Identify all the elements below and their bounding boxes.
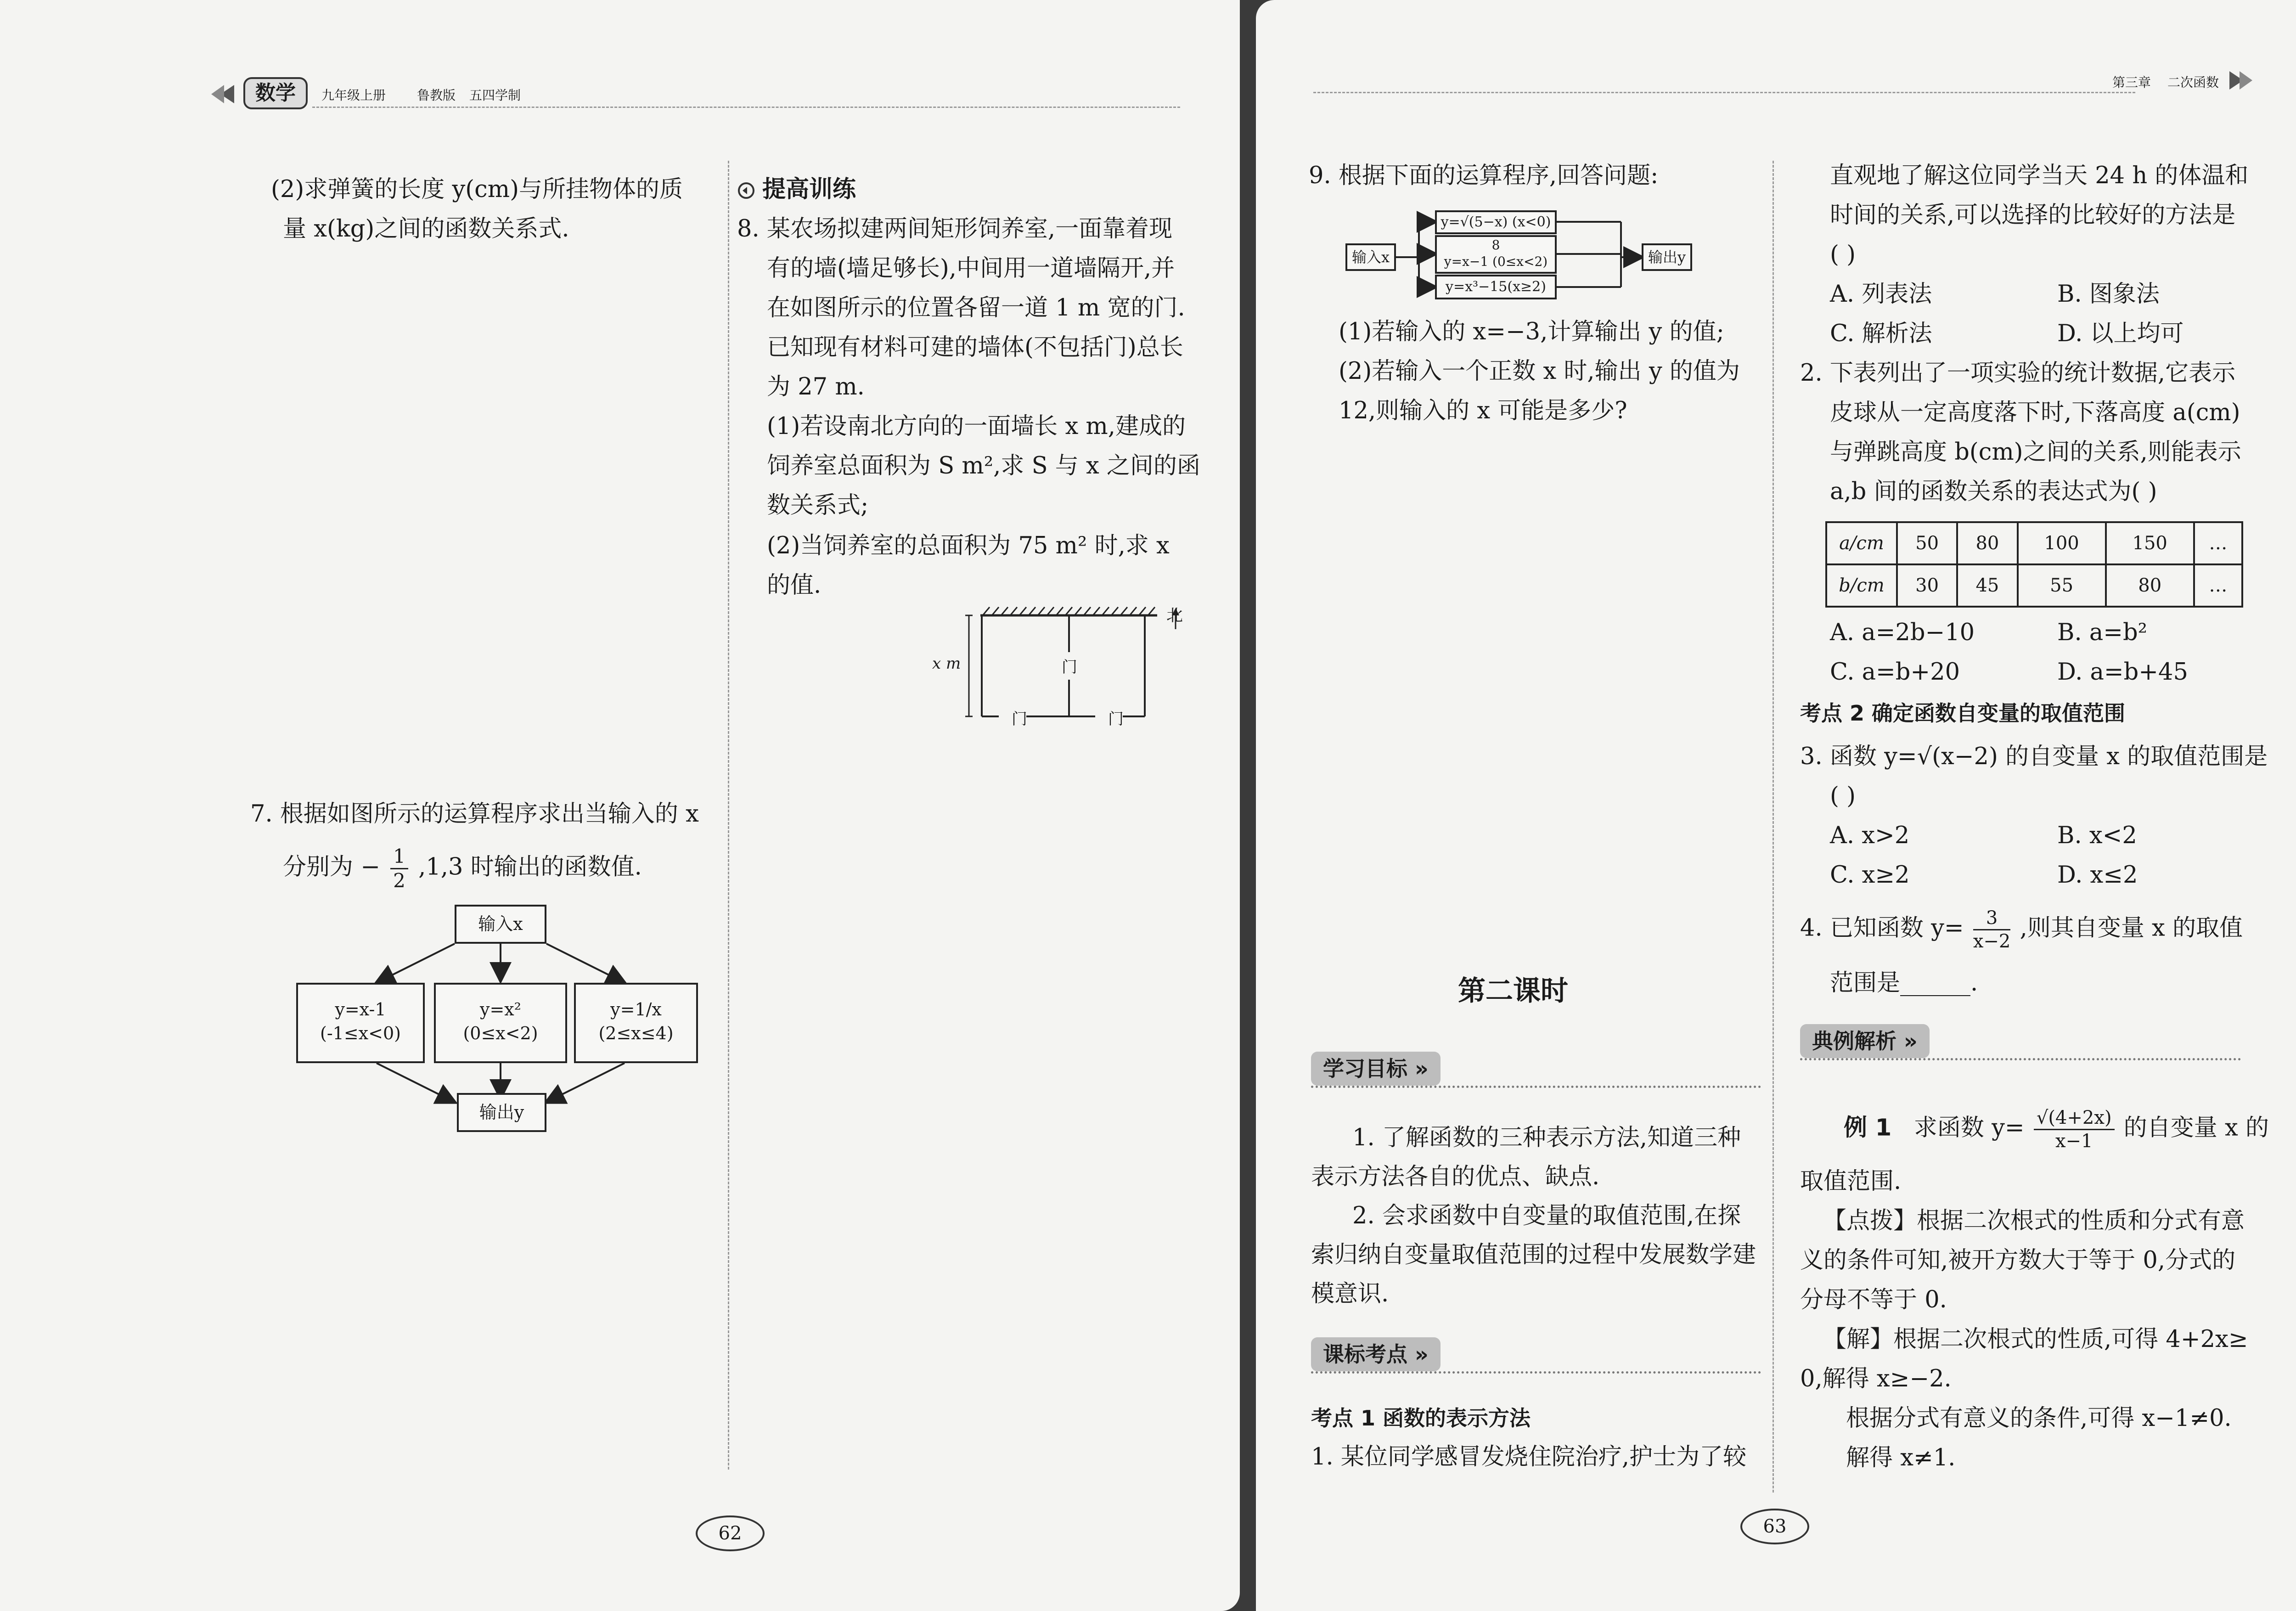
q7-output-label: 输出y	[479, 1102, 524, 1122]
system-text: 五四学制	[469, 88, 521, 103]
q9-part2-line1: (2)若输入一个正数 x 时,输出 y 的值为	[1339, 358, 1740, 385]
table-cell: 150	[2106, 522, 2194, 564]
subject-label: 数学	[255, 81, 296, 105]
goal-2-line2: 索归纳自变量取值范围的过程中发展数学建	[1311, 1241, 1756, 1268]
example1-frac-num: √(4+2x)	[2034, 1107, 2115, 1130]
goals-banner-label: 学习目标	[1323, 1056, 1407, 1081]
q3-option-a: A. x>2	[1830, 822, 1910, 849]
q9-output-box	[1642, 243, 1692, 271]
goals-banner	[1311, 1052, 1761, 1088]
lesson-title: 第二课时	[1458, 975, 1568, 1007]
table-cell: 45	[1957, 564, 2017, 607]
points-banner-label: 课标考点	[1323, 1342, 1407, 1367]
q4-pre: 4. 已知函数 y=	[1800, 914, 1964, 942]
goal-1-line1: 1. 了解函数的三种表示方法,知道三种	[1352, 1124, 1741, 1151]
example1-hint-line2: 义的条件可知,被开方数大于等于 0,分式的	[1800, 1247, 2236, 1274]
q9-part2-line2: 12,则输入的 x 可能是多少?	[1339, 397, 1627, 424]
example1-solution-line2: 0,解得 x≥−2.	[1800, 1365, 1952, 1392]
q7-input-label: 输入x	[478, 914, 523, 934]
right-page	[1256, 0, 2296, 1611]
example1-line2: 取值范围.	[1800, 1168, 1902, 1195]
q4-line1	[1800, 907, 2243, 952]
q7-branch2-range: (0≤x<2)	[463, 1023, 538, 1043]
table-cell: …	[2194, 564, 2242, 607]
q2-line2: 皮球从一定高度落下时,下落高度 a(cm)	[1830, 399, 2240, 426]
q3-line1: 3. 函数 y=√(x−2) 的自变量 x 的取值范围是	[1800, 743, 2268, 770]
q6-part2-line1: (2)求弹簧的长度 y(cm)与所挂物体的质	[271, 176, 683, 203]
q2-line1: 2. 下表列出了一项实验的统计数据,它表示	[1800, 360, 2236, 387]
q2-data-table	[1825, 521, 2243, 608]
q2-option-c: C. a=b+20	[1830, 659, 1960, 686]
example1-hint-line1: 【点拨】根据二次根式的性质和分式有意	[1823, 1207, 2245, 1234]
example1-post: 的自变量 x 的	[2123, 1114, 2269, 1142]
q8-line-1: 8. 某农场拟建两间矩形饲养室,一面靠着现	[737, 215, 1173, 242]
q3-option-b: B. x<2	[2057, 822, 2137, 849]
goal-2-line3: 模意识.	[1311, 1280, 1389, 1307]
q8-north-label: 北	[1166, 606, 1183, 625]
table-cell: 100	[2018, 522, 2106, 564]
q9-output-label: 输出y	[1648, 248, 1686, 266]
q8-line-4: 已知现有材料可建的墙体(不包括门)总长	[767, 334, 1183, 361]
q6-part2-line2: 量 x(kg)之间的函数关系式.	[283, 215, 569, 242]
q4-fraction	[1973, 907, 2011, 952]
q2-option-d: D. a=b+45	[2057, 659, 2188, 686]
q4-frac-den: x−2	[1973, 931, 2011, 952]
example1-solution-line1: 【解】根据二次根式的性质,可得 4+2x≥	[1823, 1326, 2248, 1353]
table-cell: 80	[1957, 522, 2017, 564]
table-cell: b/cm	[1826, 564, 1897, 607]
q7-branch3-range: (2≤x≤4)	[598, 1023, 674, 1043]
q8-line-3: 在如图所示的位置各留一道 1 m 宽的门.	[767, 294, 1185, 321]
q7-input-box	[455, 905, 546, 944]
q3-option-c: C. x≥2	[1830, 862, 1910, 889]
left-page-number-text: 62	[718, 1523, 742, 1544]
example1-hint-line3: 分母不等于 0.	[1800, 1286, 1947, 1313]
example1-label: 例 1	[1844, 1114, 1892, 1142]
q4-frac-num: 3	[1973, 907, 2011, 930]
q9-branch3-formula: y=x³−15(x≥2)	[1446, 279, 1546, 295]
q7-branch-box-1	[296, 983, 425, 1063]
q7-output-box	[457, 1093, 546, 1132]
q1-option-a: A. 列表法	[1830, 281, 1932, 308]
q1-option-b: B. 图象法	[2057, 281, 2160, 308]
q9-branch2-rest: y=x−1 (0≤x<2)	[1444, 254, 1548, 269]
q1-line3: 时间的关系,可以选择的比较好的方法是	[1830, 202, 2236, 229]
example1-solution-line3: 根据分式有意义的条件,可得 x−1≠0.	[1846, 1405, 2232, 1432]
q9-line1: 9. 根据下面的运算程序,回答问题:	[1309, 162, 1659, 189]
table-row	[1826, 564, 2242, 607]
goal-1-line2: 表示方法各自的优点、缺点.	[1311, 1163, 1600, 1190]
kaodian-2-heading: 考点 2 确定函数自变量的取值范围	[1800, 701, 2126, 726]
q1-option-c: C. 解析法	[1830, 320, 1932, 347]
q7-frac-num: 1	[390, 845, 408, 869]
q8-line-7: 饲养室总面积为 S m²,求 S 与 x 之间的函	[767, 452, 1200, 479]
q4-post: ,则其自变量 x 的取值	[2020, 914, 2243, 942]
q8-line-2: 有的墙(墙足够长),中间用一道墙隔开,并	[767, 255, 1175, 282]
q8-side-label: x m	[932, 654, 961, 673]
edition-text: 鲁教版	[417, 88, 456, 103]
points-banner-chip: 课标考点 »	[1311, 1337, 1441, 1371]
q9-input-label: 输入x	[1351, 248, 1390, 266]
table-cell: a/cm	[1826, 522, 1897, 564]
q7-branch2-formula: y=x²	[480, 999, 521, 1020]
q9-branch-box-2	[1435, 235, 1557, 274]
table-cell: 55	[2018, 564, 2106, 607]
table-cell: 30	[1897, 564, 1957, 607]
q9-branch1-formula: y=√(5−x) (x<0)	[1441, 214, 1551, 230]
q7-line2-post: ,1,3 时输出的函数值.	[418, 853, 642, 881]
q8-door-right: 门	[1108, 710, 1124, 728]
example-banner	[1800, 1024, 2241, 1060]
q7-branch-box-2	[434, 983, 567, 1063]
q3-paren: ( )	[1830, 783, 1856, 810]
points-banner	[1311, 1337, 1761, 1374]
q8-door-middle: 门	[1062, 658, 1077, 676]
q8-line-8: 数关系式;	[767, 492, 869, 519]
grade-text: 九年级上册	[321, 88, 386, 103]
example-banner-label: 典例解析	[1812, 1029, 1896, 1053]
table-row	[1826, 522, 2242, 564]
example1-line1	[1844, 1107, 2269, 1152]
q2-line4: a,b 间的函数关系的表达式为( )	[1830, 478, 2157, 505]
q9-branch-box-1	[1435, 210, 1557, 234]
goal-2-line1: 2. 会求函数中自变量的取值范围,在探	[1352, 1202, 1741, 1229]
q7-branch3-formula: y=1/x	[610, 999, 662, 1020]
q8-line-6: (1)若设南北方向的一面墙长 x m,建成的	[767, 413, 1186, 440]
q8-line-10: 的值.	[767, 572, 822, 599]
q8-door-left: 门	[1012, 710, 1027, 728]
q9-part1: (1)若输入的 x=−3,计算输出 y 的值;	[1339, 318, 1724, 345]
example1-solution-line4: 解得 x≠1.	[1846, 1444, 1956, 1471]
right-page-number	[1740, 1509, 1809, 1544]
q1-option-d: D. 以上均可	[2057, 320, 2184, 347]
table-cell: 80	[2106, 564, 2194, 607]
q9-input-box	[1345, 243, 1396, 271]
table-cell: …	[2194, 522, 2242, 564]
q7-branch-box-3	[574, 983, 698, 1063]
q7-branch1-formula: y=x-1	[335, 999, 386, 1020]
chapter-label: 第三章	[2112, 75, 2151, 90]
q7-line2-pre: 分别为 −	[283, 853, 380, 881]
q1-paren: ( )	[1830, 241, 1856, 268]
example1-fraction	[2034, 1107, 2115, 1152]
q1-line1: 1. 某位同学感冒发烧住院治疗,护士为了较	[1311, 1443, 1747, 1470]
q8-line-5: 为 27 m.	[767, 373, 865, 400]
improve-section-icon	[737, 181, 755, 200]
example-banner-chip: 典例解析 »	[1800, 1024, 1930, 1058]
q7-frac-den: 2	[393, 869, 405, 892]
q2-option-b: B. a=b²	[2057, 619, 2148, 646]
table-cell: 50	[1897, 522, 1957, 564]
improve-section-title: 提高训练	[762, 176, 856, 203]
q3-option-d: D. x≤2	[2057, 862, 2138, 889]
q4-line2: 范围是______.	[1830, 969, 1978, 997]
q8-line-9: (2)当饲养室的总面积为 75 m² 时,求 x	[767, 532, 1170, 559]
left-page-number	[696, 1515, 765, 1551]
q2-option-a: A. a=2b−10	[1830, 619, 1975, 646]
example1-pre: 求函数 y=	[1913, 1114, 2025, 1142]
example1-frac-den: x−1	[2055, 1131, 2093, 1152]
q2-line3: 与弹跳高度 b(cm)之间的关系,则能表示	[1830, 439, 2241, 466]
q9-branch-box-3	[1435, 275, 1557, 299]
goals-banner-chip: 学习目标 »	[1311, 1052, 1441, 1086]
q1-line2: 直观地了解这位同学当天 24 h 的体温和	[1830, 162, 2249, 189]
q7-branch1-range: (-1≤x<0)	[320, 1023, 401, 1043]
q9-branch2-num: 8	[1491, 237, 1500, 253]
kaodian-1-heading: 考点 1 函数的表示方法	[1311, 1406, 1531, 1431]
right-page-number-text: 63	[1763, 1516, 1787, 1537]
q7-line1: 7. 根据如图所示的运算程序求出当输入的 x	[250, 800, 699, 828]
chapter-title: 二次函数	[2167, 75, 2219, 90]
